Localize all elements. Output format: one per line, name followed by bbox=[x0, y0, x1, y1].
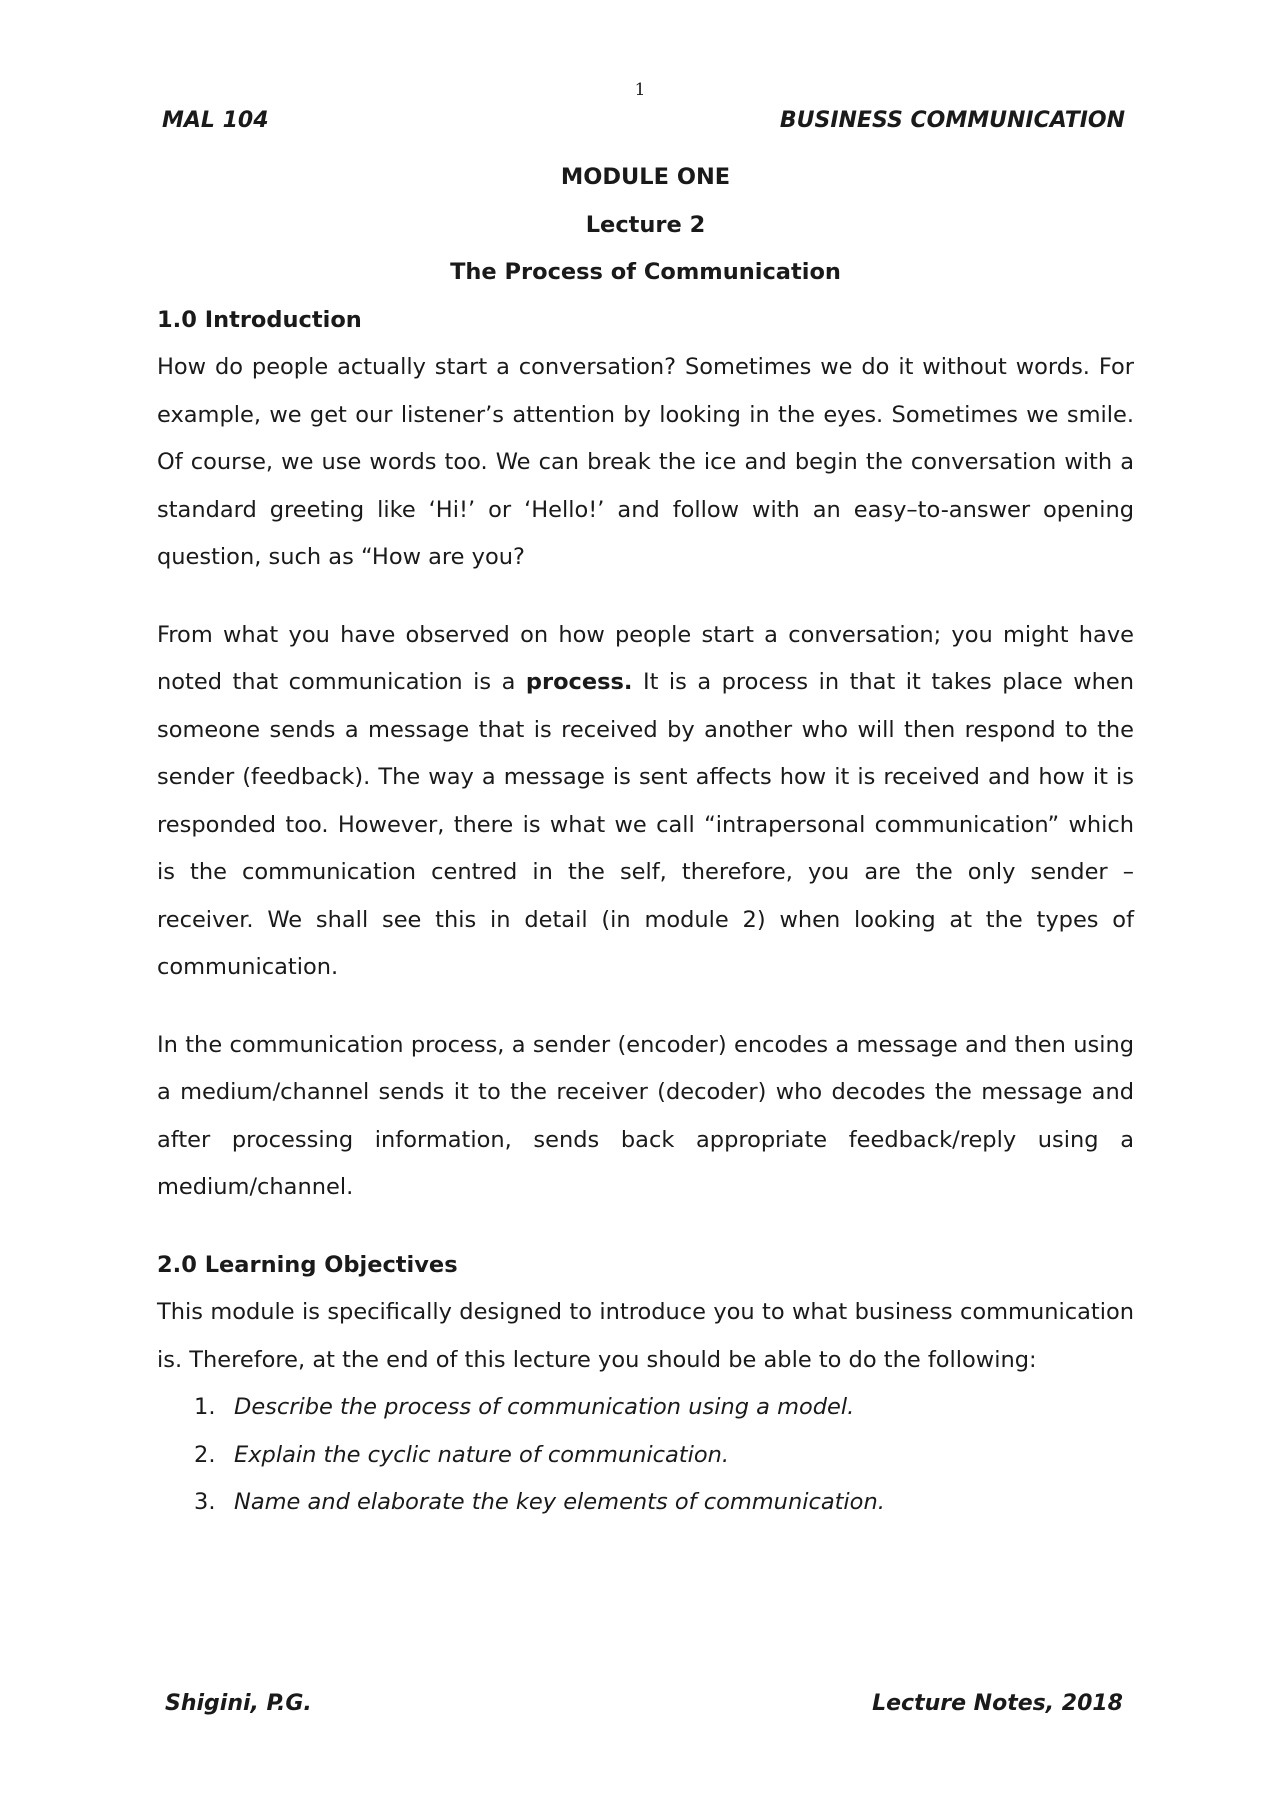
introduction-paragraph-2 bbox=[157, 612, 1134, 992]
footer-author: Shigini, P.G. bbox=[165, 1691, 312, 1716]
paragraph-spacer bbox=[157, 582, 1134, 612]
para2-text-after: It is a process in that it takes place when someone sends a message that is received by another who will then respond to the sender (feedback). The way a message is sent affects how it is received and how it is responded too. However, there is what we call “intrapersonal communication” which is the communication centred in the self, therefore, you are the only sender – receiver. We shall see this in detail (in module 2) when looking at the types of communication. bbox=[157, 669, 1134, 980]
footer-notes: Lecture Notes, 2018 bbox=[872, 1691, 1123, 1716]
objective-item bbox=[157, 1432, 1134, 1480]
module-title: MODULE ONE bbox=[560, 164, 731, 190]
introduction-heading: 1.0 Introduction bbox=[157, 306, 362, 333]
objective-number: 3. bbox=[194, 1489, 216, 1515]
process-emphasis: process. bbox=[525, 669, 633, 695]
paragraph-spacer bbox=[157, 992, 1134, 1022]
objective-number: 2. bbox=[194, 1441, 216, 1468]
para2-text-before: From what you have observed on how people start a conversation; you might have noted that communication is a bbox=[157, 621, 1134, 695]
objective-text: Describe the process of communication using a model. bbox=[234, 1394, 855, 1420]
paragraph-spacer bbox=[157, 1212, 1134, 1242]
lecture-title: Lecture 2 bbox=[585, 211, 706, 238]
page-number: 1 bbox=[634, 80, 646, 100]
introduction-paragraph-1: How do people actually start a conversation? Sometimes we do it without words. For example, we get our listener’s attention by looking in the eyes. Sometimes we smile. Of course, we use words too. We can break the ice and begin the conversation with a standard greeting like ‘Hi!’ or ‘Hello!’ and follow with an easy–to-answer opening question, such as “How are you? bbox=[157, 354, 1134, 570]
topic-title: The Process of Communication bbox=[450, 259, 841, 285]
objectives-list bbox=[157, 1384, 1134, 1527]
objectives-heading: 2.0 Learning Objectives bbox=[157, 1251, 458, 1278]
objective-number: 1. bbox=[194, 1394, 216, 1420]
header-course-title: BUSINESS COMMUNICATION bbox=[779, 108, 1125, 133]
objective-item bbox=[157, 1479, 1134, 1527]
document-body bbox=[157, 154, 1134, 1527]
objective-item bbox=[157, 1384, 1134, 1432]
objective-text: Explain the cyclic nature of communication. bbox=[234, 1441, 730, 1468]
objective-text: Name and elaborate the key elements of communication. bbox=[234, 1489, 885, 1515]
objectives-intro: This module is specifically designed to introduce you to what business communication is. Therefore, at the end of this lecture you should be able to do the following: bbox=[157, 1299, 1134, 1373]
introduction-paragraph-3: In the communication process, a sender (encoder) encodes a message and then using a medium/channel sends it to the receiver (decoder) who decodes the message and after processing information, sends back appropriate feedback/reply using a medium/channel. bbox=[157, 1031, 1134, 1200]
header-course-code: MAL 104 bbox=[162, 108, 269, 133]
